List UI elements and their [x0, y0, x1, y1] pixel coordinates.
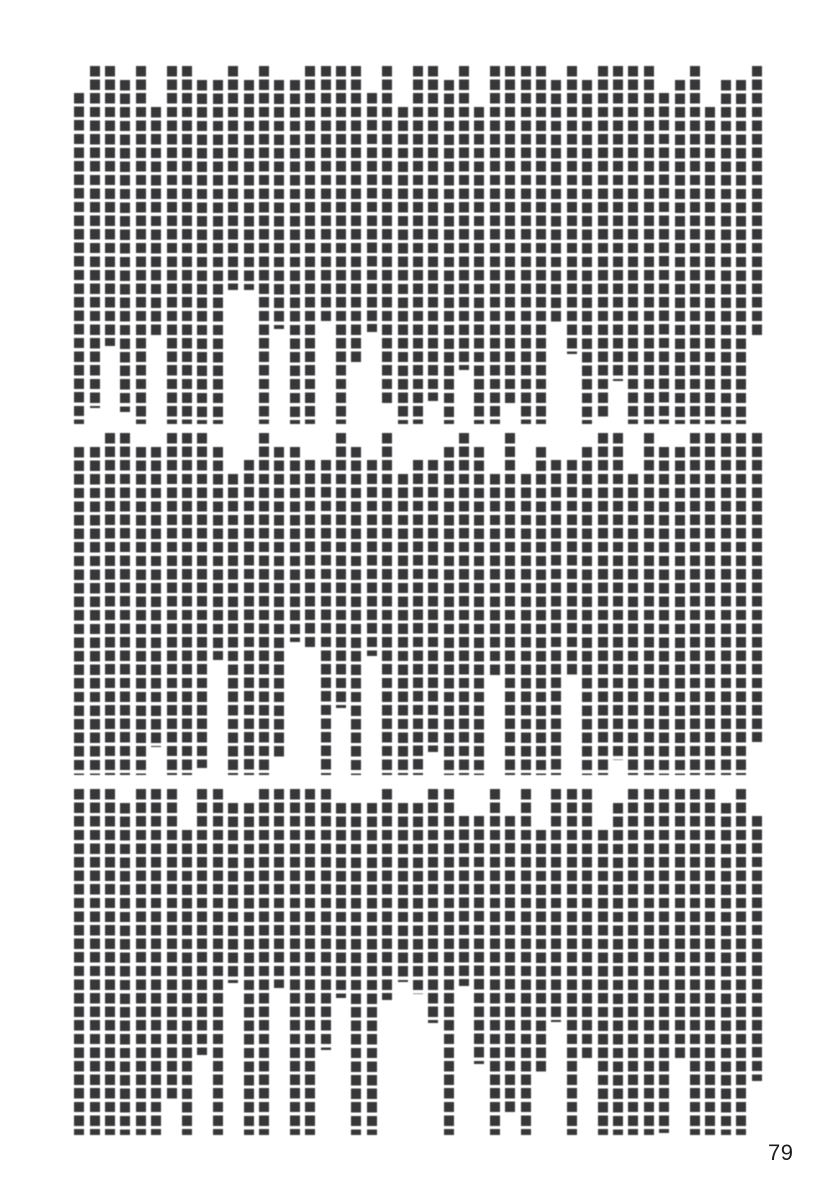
redacted-text-column — [505, 66, 516, 424]
redacted-text-column — [382, 433, 393, 775]
redacted-text-column — [612, 66, 623, 424]
redacted-text-column — [166, 789, 177, 1135]
redacted-text-column — [259, 789, 270, 1135]
redacted-text-column — [382, 789, 393, 1135]
redacted-text-column — [628, 433, 639, 775]
redacted-text-column — [74, 433, 85, 775]
redacted-text-column — [659, 789, 670, 1135]
redacted-text-column — [74, 789, 85, 1135]
redacted-text-column — [305, 433, 316, 775]
redacted-text-column — [197, 66, 208, 424]
redacted-text-column — [659, 66, 670, 424]
redacted-text-column — [489, 66, 500, 424]
redacted-text-column — [551, 789, 562, 1135]
redacted-text-column — [505, 789, 516, 1135]
redacted-text-column — [120, 789, 131, 1135]
redacted-text-column — [520, 66, 531, 424]
redacted-text-column — [520, 433, 531, 775]
redacted-text-column — [135, 433, 146, 775]
redacted-text-column — [443, 66, 454, 424]
redacted-text-column — [720, 433, 731, 775]
redacted-text-column — [474, 789, 485, 1135]
redacted-text-column — [736, 433, 747, 775]
redacted-text-column — [597, 789, 608, 1135]
redacted-text-column — [320, 433, 331, 775]
redacted-text-column — [674, 433, 685, 775]
redacted-text-column — [228, 789, 239, 1135]
redacted-text-column — [166, 433, 177, 775]
redacted-text-column — [628, 66, 639, 424]
redacted-text-column — [520, 789, 531, 1135]
redacted-text-column — [120, 433, 131, 775]
redacted-text-column — [566, 789, 577, 1135]
redacted-text-column — [489, 433, 500, 775]
redacted-text-column — [397, 66, 408, 424]
redacted-text-column — [89, 789, 100, 1135]
redacted-text-column — [705, 66, 716, 424]
redacted-text-column — [105, 433, 116, 775]
redacted-text-column — [382, 66, 393, 424]
redacted-text-column — [443, 789, 454, 1135]
redacted-text-column — [105, 66, 116, 424]
redacted-text-column — [459, 433, 470, 775]
redacted-text-column — [689, 789, 700, 1135]
redacted-text-column — [335, 789, 346, 1135]
redacted-text-column — [597, 66, 608, 424]
redacted-text-column — [228, 433, 239, 775]
redacted-text-column — [335, 66, 346, 424]
redacted-text-column — [151, 433, 162, 775]
redacted-text-column — [474, 433, 485, 775]
redacted-text-column — [674, 66, 685, 424]
redacted-text-column — [751, 66, 762, 424]
redacted-text-column — [428, 66, 439, 424]
redacted-text-column — [351, 433, 362, 775]
redacted-text-column — [566, 433, 577, 775]
text-block-middle — [70, 433, 762, 775]
redacted-text-column — [412, 789, 423, 1135]
redacted-text-column — [366, 789, 377, 1135]
redacted-text-column — [428, 433, 439, 775]
redacted-text-column — [182, 433, 193, 775]
redacted-text-column — [120, 66, 131, 424]
redacted-text-column — [305, 66, 316, 424]
redacted-text-column — [135, 789, 146, 1135]
redacted-text-column — [212, 789, 223, 1135]
redacted-text-column — [536, 789, 547, 1135]
redacted-text-column — [259, 66, 270, 424]
redacted-text-column — [628, 789, 639, 1135]
redacted-text-column — [366, 433, 377, 775]
redacted-text-column — [397, 433, 408, 775]
redacted-text-column — [259, 433, 270, 775]
redacted-text-column — [643, 66, 654, 424]
redacted-text-column — [489, 789, 500, 1135]
redacted-text-column — [643, 789, 654, 1135]
redacted-text-column — [305, 789, 316, 1135]
redacted-text-column — [736, 66, 747, 424]
redacted-text-column — [320, 789, 331, 1135]
redacted-text-column — [582, 66, 593, 424]
redacted-text-column — [366, 66, 377, 424]
redacted-text-column — [597, 433, 608, 775]
redacted-text-column — [105, 789, 116, 1135]
redacted-text-column — [505, 433, 516, 775]
redacted-text-column — [705, 789, 716, 1135]
text-block-top — [70, 66, 762, 424]
redacted-text-column — [751, 789, 762, 1135]
redacted-text-column — [274, 789, 285, 1135]
redacted-text-column — [736, 789, 747, 1135]
redacted-text-column — [89, 66, 100, 424]
text-block-bottom — [70, 789, 762, 1135]
redacted-text-column — [243, 789, 254, 1135]
redacted-text-column — [274, 66, 285, 424]
redacted-text-column — [582, 433, 593, 775]
redacted-text-column — [212, 433, 223, 775]
redacted-text-column — [243, 66, 254, 424]
redacted-text-column — [412, 66, 423, 424]
redacted-text-column — [643, 433, 654, 775]
redacted-text-column — [720, 789, 731, 1135]
redacted-text-column — [289, 66, 300, 424]
redacted-text-column — [274, 433, 285, 775]
redacted-text-column — [351, 66, 362, 424]
redacted-text-column — [151, 66, 162, 424]
redacted-text-column — [689, 66, 700, 424]
redacted-text-column — [536, 66, 547, 424]
redacted-text-column — [320, 66, 331, 424]
redacted-text-column — [659, 433, 670, 775]
redacted-text-column — [197, 789, 208, 1135]
redacted-text-column — [459, 789, 470, 1135]
redacted-text-column — [289, 789, 300, 1135]
redacted-text-column — [182, 66, 193, 424]
redacted-text-column — [459, 66, 470, 424]
redacted-text-column — [166, 66, 177, 424]
redacted-text-column — [212, 66, 223, 424]
redacted-text-column — [412, 433, 423, 775]
redacted-text-column — [551, 66, 562, 424]
redacted-text-column — [351, 789, 362, 1135]
redacted-text-column — [551, 433, 562, 775]
redacted-text-column — [582, 789, 593, 1135]
redacted-text-column — [182, 789, 193, 1135]
redacted-text-column — [335, 433, 346, 775]
redacted-text-column — [536, 433, 547, 775]
redacted-text-column — [289, 433, 300, 775]
redacted-text-column — [397, 789, 408, 1135]
redacted-text-column — [689, 433, 700, 775]
redacted-text-column — [151, 789, 162, 1135]
redacted-text-column — [705, 433, 716, 775]
redacted-text-column — [612, 789, 623, 1135]
redacted-text-column — [612, 433, 623, 775]
redacted-text-column — [243, 433, 254, 775]
page-number: 79 — [768, 1140, 794, 1165]
redacted-text-column — [474, 66, 485, 424]
redacted-text-column — [428, 789, 439, 1135]
redacted-text-column — [751, 433, 762, 775]
redacted-text-column — [228, 66, 239, 424]
redacted-text-column — [135, 66, 146, 424]
redacted-text-column — [720, 66, 731, 424]
redacted-text-column — [443, 433, 454, 775]
redacted-text-column — [566, 66, 577, 424]
redacted-text-column — [674, 789, 685, 1135]
redacted-text-column — [197, 433, 208, 775]
redacted-text-column — [89, 433, 100, 775]
redacted-text-column — [74, 66, 85, 424]
